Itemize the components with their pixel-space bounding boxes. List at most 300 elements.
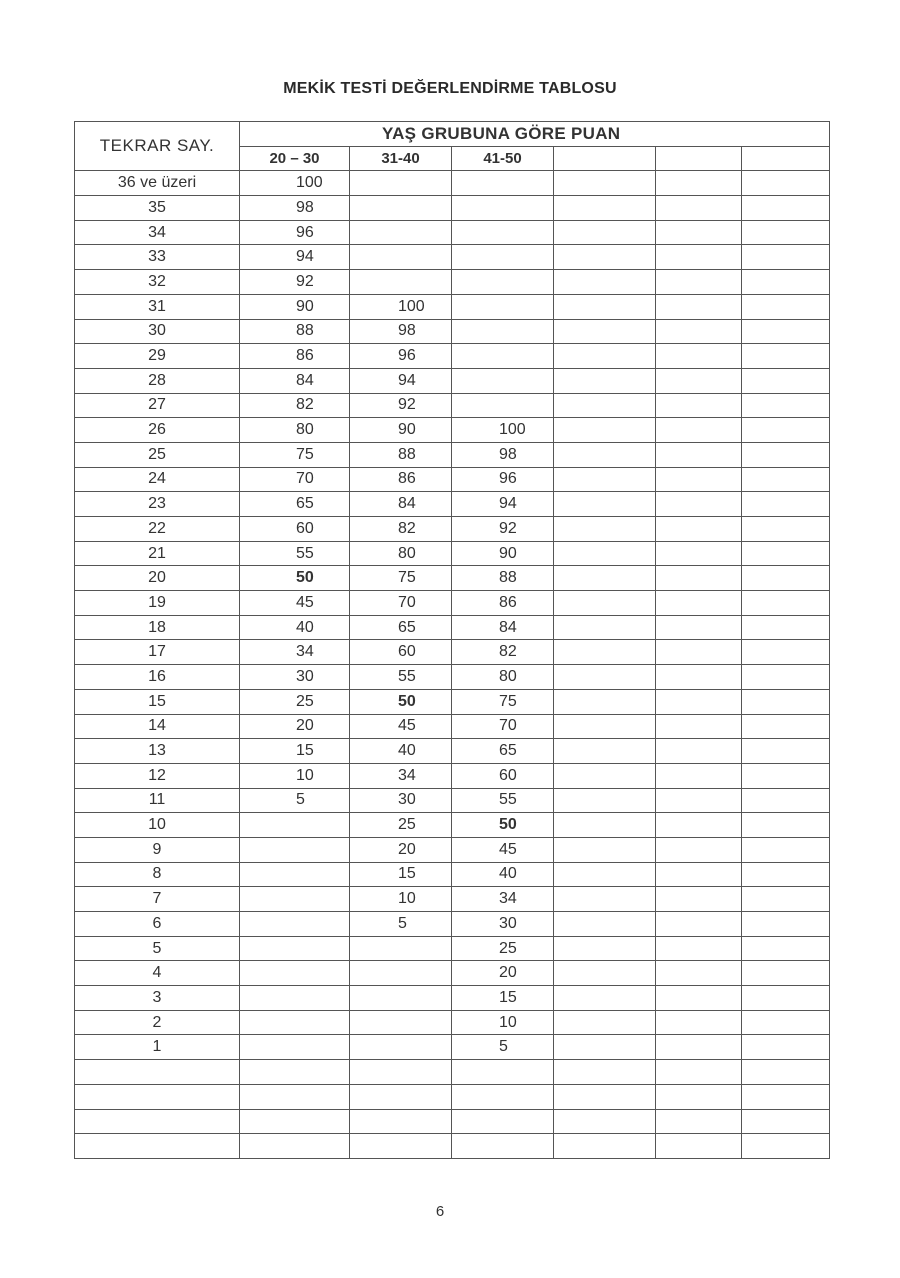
cell-score-31-40 [350,961,452,986]
table-row [75,418,830,443]
cell-empty [554,862,656,887]
cell-empty [554,714,656,739]
cell-empty [742,566,830,591]
cell-score-20-30 [240,1060,350,1085]
table-row [75,294,830,319]
cell-score-20-30 [240,887,350,912]
cell-score-20-30: 86 [240,344,350,369]
cell-empty [554,813,656,838]
table-row [75,220,830,245]
cell-score-31-40: 70 [350,591,452,616]
header-age-20-30: 20 – 30 [240,146,350,171]
cell-empty [742,1060,830,1085]
cell-empty [742,739,830,764]
table-row [75,813,830,838]
cell-empty [742,467,830,492]
table-row [75,936,830,961]
cell-score-31-40: 10 [350,887,452,912]
cell-empty [742,1109,830,1134]
cell-reps: 5 [75,936,240,961]
cell-empty [742,862,830,887]
table-row [75,270,830,295]
table-row [75,689,830,714]
cell-empty [742,344,830,369]
cell-reps: 10 [75,813,240,838]
cell-empty [656,418,742,443]
cell-empty [656,1035,742,1060]
cell-empty [554,368,656,393]
cell-empty [742,986,830,1011]
cell-score-31-40 [350,1035,452,1060]
cell-empty [742,714,830,739]
cell-score-20-30 [240,912,350,937]
cell-score-31-40: 88 [350,442,452,467]
cell-score-31-40: 60 [350,640,452,665]
cell-empty [554,689,656,714]
table-row [75,171,830,196]
cell-reps: 28 [75,368,240,393]
cell-empty [742,591,830,616]
cell-empty [656,368,742,393]
cell-reps: 36 ve üzeri [75,171,240,196]
cell-score-41-50 [452,1109,554,1134]
cell-empty [554,1109,656,1134]
cell-score-31-40 [350,1010,452,1035]
cell-score-20-30: 90 [240,294,350,319]
cell-score-31-40 [350,1084,452,1109]
cell-reps: 4 [75,961,240,986]
cell-score-41-50: 45 [452,837,554,862]
cell-score-20-30 [240,961,350,986]
table-row [75,541,830,566]
cell-reps: 18 [75,615,240,640]
cell-score-20-30 [240,1084,350,1109]
cell-score-31-40 [350,1109,452,1134]
cell-score-41-50: 92 [452,517,554,542]
cell-score-41-50 [452,196,554,221]
cell-empty [656,986,742,1011]
cell-score-31-40: 90 [350,418,452,443]
cell-reps: 29 [75,344,240,369]
cell-empty [742,763,830,788]
cell-score-31-40: 86 [350,467,452,492]
cell-empty [742,837,830,862]
cell-score-41-50: 94 [452,492,554,517]
table-row [75,196,830,221]
cell-reps: 1 [75,1035,240,1060]
cell-empty [742,1010,830,1035]
table-row [75,961,830,986]
cell-score-41-50: 80 [452,665,554,690]
header-age-31-40: 31-40 [350,146,452,171]
cell-score-41-50 [452,1134,554,1159]
cell-reps: 21 [75,541,240,566]
table-row [75,1109,830,1134]
cell-score-31-40: 55 [350,665,452,690]
cell-score-41-50: 25 [452,936,554,961]
cell-reps: 7 [75,887,240,912]
cell-empty [742,936,830,961]
cell-empty [554,294,656,319]
cell-score-20-30: 75 [240,442,350,467]
cell-empty [742,1134,830,1159]
cell-empty [554,541,656,566]
cell-empty [656,1084,742,1109]
cell-score-41-50: 5 [452,1035,554,1060]
header-empty [554,146,656,171]
cell-score-31-40: 65 [350,615,452,640]
cell-empty [656,837,742,862]
cell-empty [742,640,830,665]
header-row-top [75,122,830,147]
cell-reps: 3 [75,986,240,1011]
cell-empty [554,270,656,295]
cell-reps: 6 [75,912,240,937]
cell-empty [554,171,656,196]
cell-score-20-30 [240,837,350,862]
cell-reps: 33 [75,245,240,270]
cell-empty [554,615,656,640]
cell-empty [656,936,742,961]
cell-score-31-40: 75 [350,566,452,591]
cell-score-41-50: 60 [452,763,554,788]
cell-empty [656,788,742,813]
cell-empty [554,220,656,245]
cell-empty [742,270,830,295]
cell-empty [742,1035,830,1060]
cell-score-20-30: 88 [240,319,350,344]
cell-empty [554,1035,656,1060]
cell-empty [742,788,830,813]
cell-empty [554,319,656,344]
header-empty [742,146,830,171]
cell-score-20-30: 10 [240,763,350,788]
cell-empty [656,270,742,295]
cell-score-20-30: 65 [240,492,350,517]
table-row [75,714,830,739]
cell-score-31-40: 98 [350,319,452,344]
cell-score-20-30 [240,1035,350,1060]
cell-score-41-50 [452,319,554,344]
cell-empty [656,171,742,196]
cell-score-41-50 [452,1060,554,1085]
cell-score-20-30: 45 [240,591,350,616]
cell-empty [554,837,656,862]
cell-empty [742,887,830,912]
header-empty [656,146,742,171]
cell-empty [554,912,656,937]
cell-empty [554,887,656,912]
cell-empty [742,912,830,937]
cell-reps: 30 [75,319,240,344]
cell-empty [554,393,656,418]
cell-empty [656,245,742,270]
cell-empty [742,1084,830,1109]
cell-score-41-50: 30 [452,912,554,937]
cell-score-31-40 [350,196,452,221]
table-row [75,442,830,467]
cell-reps: 35 [75,196,240,221]
table-row [75,887,830,912]
table-row [75,467,830,492]
document-title: MEKİK TESTİ DEĞERLENDİRME TABLOSU [283,80,617,97]
cell-score-20-30: 15 [240,739,350,764]
cell-reps: 27 [75,393,240,418]
table-row [75,517,830,542]
cell-empty [742,220,830,245]
cell-empty [742,319,830,344]
cell-score-20-30: 20 [240,714,350,739]
cell-empty [742,418,830,443]
cell-empty [554,665,656,690]
cell-score-20-30: 5 [240,788,350,813]
cell-reps: 31 [75,294,240,319]
cell-empty [554,763,656,788]
cell-empty [742,689,830,714]
cell-empty [742,196,830,221]
cell-empty [742,517,830,542]
cell-score-31-40: 45 [350,714,452,739]
cell-score-41-50: 84 [452,615,554,640]
table-row [75,591,830,616]
cell-empty [742,245,830,270]
header-age-41-50: 41-50 [452,146,554,171]
cell-score-31-40: 84 [350,492,452,517]
cell-score-41-50: 50 [452,813,554,838]
cell-score-41-50: 15 [452,986,554,1011]
cell-empty [742,368,830,393]
cell-empty [742,615,830,640]
cell-score-31-40: 30 [350,788,452,813]
cell-empty [656,220,742,245]
cell-empty [554,640,656,665]
cell-score-41-50 [452,1084,554,1109]
cell-empty [554,566,656,591]
cell-empty [554,492,656,517]
cell-score-41-50: 55 [452,788,554,813]
cell-reps: 2 [75,1010,240,1035]
cell-score-31-40: 34 [350,763,452,788]
cell-score-20-30: 80 [240,418,350,443]
cell-empty [554,245,656,270]
cell-score-20-30: 25 [240,689,350,714]
cell-reps: 26 [75,418,240,443]
cell-score-20-30: 40 [240,615,350,640]
cell-empty [554,1060,656,1085]
cell-empty [554,344,656,369]
cell-score-41-50: 34 [452,887,554,912]
cell-empty [656,1010,742,1035]
cell-empty [656,714,742,739]
cell-empty [656,640,742,665]
table-row [75,344,830,369]
cell-reps [75,1060,240,1085]
cell-score-31-40: 96 [350,344,452,369]
cell-empty [742,171,830,196]
cell-empty [656,196,742,221]
cell-score-41-50: 100 [452,418,554,443]
cell-score-31-40: 80 [350,541,452,566]
cell-empty [656,961,742,986]
table-row [75,1084,830,1109]
cell-empty [656,862,742,887]
cell-score-41-50 [452,220,554,245]
cell-score-41-50: 75 [452,689,554,714]
cell-score-20-30 [240,936,350,961]
cell-score-20-30 [240,1010,350,1035]
cell-score-20-30 [240,1109,350,1134]
cell-empty [554,936,656,961]
cell-score-20-30: 92 [240,270,350,295]
cell-score-20-30: 96 [240,220,350,245]
table-row [75,319,830,344]
scoring-table [74,121,830,1159]
table-row [75,1060,830,1085]
cell-empty [656,912,742,937]
cell-score-41-50 [452,344,554,369]
cell-score-41-50 [452,270,554,295]
cell-score-20-30: 100 [240,171,350,196]
cell-score-41-50: 40 [452,862,554,887]
cell-score-20-30 [240,862,350,887]
table-row [75,368,830,393]
cell-empty [656,294,742,319]
table-row [75,788,830,813]
cell-empty [742,294,830,319]
cell-empty [554,517,656,542]
cell-empty [554,1084,656,1109]
cell-reps: 15 [75,689,240,714]
table-row [75,492,830,517]
cell-score-31-40 [350,986,452,1011]
cell-empty [656,566,742,591]
cell-empty [554,1010,656,1035]
cell-empty [656,1134,742,1159]
cell-empty [656,689,742,714]
cell-reps: 22 [75,517,240,542]
cell-reps: 20 [75,566,240,591]
cell-reps: 16 [75,665,240,690]
cell-empty [554,196,656,221]
cell-reps: 14 [75,714,240,739]
cell-score-20-30: 94 [240,245,350,270]
cell-score-20-30: 82 [240,393,350,418]
cell-empty [656,1060,742,1085]
table-row [75,1134,830,1159]
header-age-group: YAŞ GRUBUNA GÖRE PUAN [240,122,830,147]
cell-score-41-50: 90 [452,541,554,566]
cell-score-31-40 [350,270,452,295]
cell-score-31-40 [350,1134,452,1159]
cell-score-41-50: 88 [452,566,554,591]
cell-score-31-40: 92 [350,393,452,418]
cell-score-31-40: 94 [350,368,452,393]
cell-score-31-40 [350,171,452,196]
cell-reps: 11 [75,788,240,813]
cell-reps: 19 [75,591,240,616]
cell-score-31-40: 15 [350,862,452,887]
table-row [75,1035,830,1060]
cell-empty [554,418,656,443]
cell-reps: 13 [75,739,240,764]
cell-score-31-40: 40 [350,739,452,764]
cell-empty [554,591,656,616]
cell-empty [656,887,742,912]
cell-score-41-50: 65 [452,739,554,764]
cell-score-41-50 [452,245,554,270]
cell-score-20-30 [240,813,350,838]
cell-empty [554,961,656,986]
cell-score-31-40 [350,220,452,245]
table-row [75,862,830,887]
cell-empty [554,442,656,467]
cell-score-41-50: 98 [452,442,554,467]
cell-empty [656,739,742,764]
cell-score-20-30: 60 [240,517,350,542]
cell-empty [742,442,830,467]
cell-empty [554,788,656,813]
cell-empty [554,986,656,1011]
cell-score-41-50 [452,393,554,418]
cell-reps: 23 [75,492,240,517]
cell-empty [742,492,830,517]
cell-score-20-30: 50 [240,566,350,591]
cell-empty [656,615,742,640]
cell-score-20-30 [240,1134,350,1159]
table-row [75,665,830,690]
table-body [75,171,830,1159]
cell-empty [656,591,742,616]
cell-score-41-50: 82 [452,640,554,665]
cell-empty [656,344,742,369]
cell-score-41-50: 86 [452,591,554,616]
cell-reps [75,1109,240,1134]
cell-score-31-40: 25 [350,813,452,838]
table-row [75,763,830,788]
cell-reps [75,1084,240,1109]
cell-score-41-50 [452,294,554,319]
cell-score-41-50: 20 [452,961,554,986]
cell-empty [742,393,830,418]
cell-score-20-30: 30 [240,665,350,690]
cell-score-31-40 [350,1060,452,1085]
cell-empty [656,319,742,344]
cell-empty [742,813,830,838]
cell-reps: 32 [75,270,240,295]
cell-score-41-50 [452,368,554,393]
cell-reps: 24 [75,467,240,492]
cell-empty [656,763,742,788]
cell-reps: 9 [75,837,240,862]
cell-score-31-40: 20 [350,837,452,862]
cell-reps: 25 [75,442,240,467]
cell-score-20-30: 98 [240,196,350,221]
table-row [75,615,830,640]
cell-score-31-40: 5 [350,912,452,937]
cell-empty [554,739,656,764]
cell-score-20-30: 84 [240,368,350,393]
cell-score-31-40: 82 [350,517,452,542]
cell-empty [656,467,742,492]
table-row [75,566,830,591]
cell-score-31-40 [350,245,452,270]
cell-empty [656,442,742,467]
cell-score-41-50: 10 [452,1010,554,1035]
cell-score-31-40: 50 [350,689,452,714]
cell-score-20-30: 34 [240,640,350,665]
cell-empty [656,393,742,418]
cell-score-20-30 [240,986,350,1011]
